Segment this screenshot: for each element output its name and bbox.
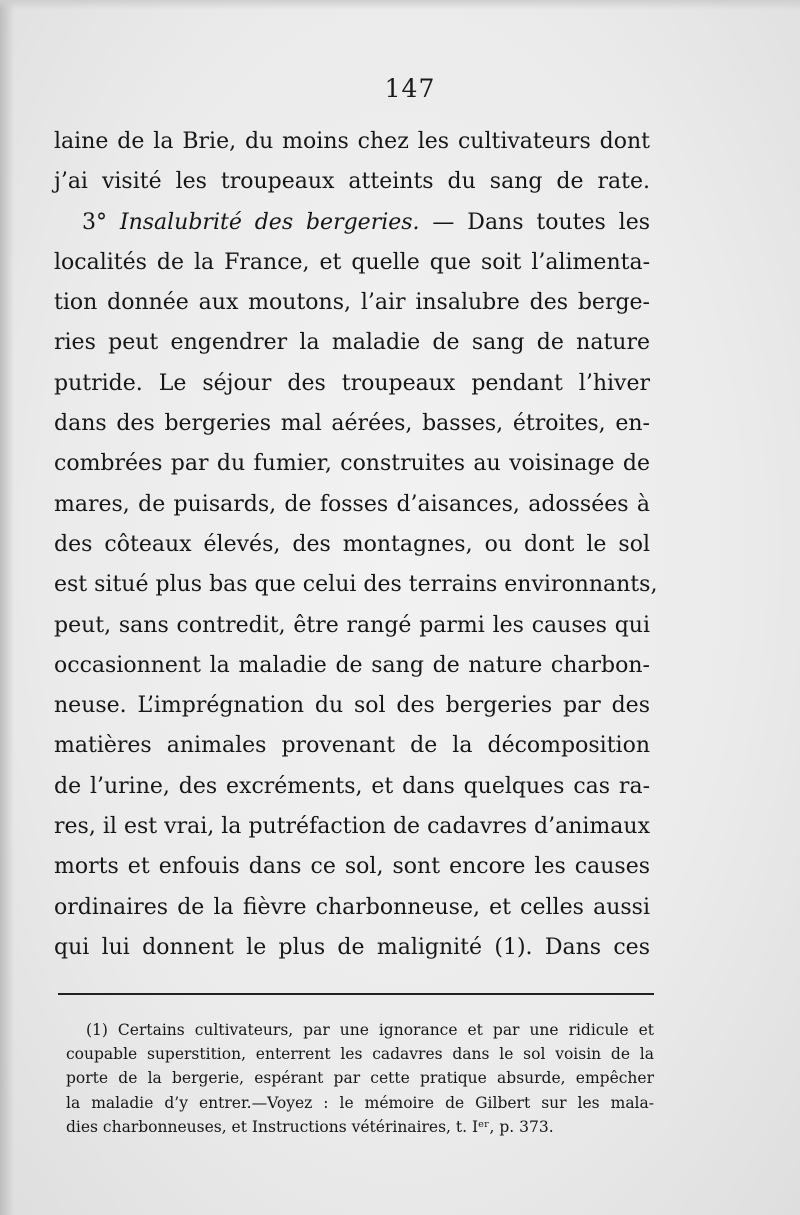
text-line: j’ai visité les troupeaux atteints du sang de rate. [54,169,650,195]
footnote-line: dies charbonneuses, et Instructions vétérinaires, t. Iᵉʳ, p. 373. [66,1117,554,1136]
footnote-line: la maladie d’y entrer.—Voyez : le mémoire de Gilbert sur les mala- [66,1093,654,1112]
footnote-line: (1) Certains cultivateurs, par une ignorance et par une ridicule et [86,1021,654,1039]
page-edge-shadow [0,0,14,1215]
text-line: peut, sans contredit, être rangé parmi les causes qui [54,612,650,638]
section-number: 3° [82,209,107,235]
text-line: qui lui donnent le plus de malignité (1). Dans ces [54,934,650,960]
text-line: morts et enfouis dans ce sol, sont encore les causes [54,854,650,880]
text-line: putride. Le séjour des troupeaux pendant l’hiver [54,370,650,396]
text-line: res, il est vrai, la putréfaction de cadavres d’animaux [54,814,650,840]
footnote-divider [58,993,654,995]
text-line: laine de la Brie, du moins chez les cultivateurs dont [54,129,650,154]
text-line: matières animales provenant de la décomposition [54,733,650,759]
text-line: combrées par du fumier, construites au voisinage de [54,451,650,477]
page-number: 147 [384,74,436,103]
footnote-line: porte de la bergerie, espérant par cette pratique absurde, empêcher [66,1069,654,1088]
text-line: dans des bergeries mal aérées, basses, étroites, en- [54,411,650,437]
text-line: des côteaux élevés, des montagnes, ou dont le sol [54,531,650,557]
text-line: occasionnent la maladie de sang de nature charbon- [54,652,650,678]
page-top-shadow [0,0,800,10]
text-line: neuse. L’imprégnation du sol des bergeries par des [54,693,650,719]
text-line-rest: — Dans toutes les [419,209,650,235]
text-line: de l’urine, des excréments, et dans quelques cas ra- [54,773,650,799]
text-line: est situé plus bas que celui des terrains environnants, [54,572,658,598]
text-line: ordinaires de la fièvre charbonneuse, et celles aussi [54,894,650,920]
footnote-line: coupable superstition, enterrent les cadavres dans le sol voisin de la [66,1045,654,1064]
text-line: localités de la France, et quelle que soit l’alimenta- [54,249,650,275]
footnote [66,1018,654,1139]
body-text [54,122,658,968]
text-line: mares, de puisards, de fosses d’aisances, adossées à [54,491,650,517]
section-heading: Insalubrité des bergeries. [119,209,420,235]
section-heading-line [54,203,650,243]
text-line: tion donnée aux moutons, l’air insalubre des berge- [54,290,650,316]
text-line: ries peut engendrer la maladie de sang de nature [54,330,650,356]
